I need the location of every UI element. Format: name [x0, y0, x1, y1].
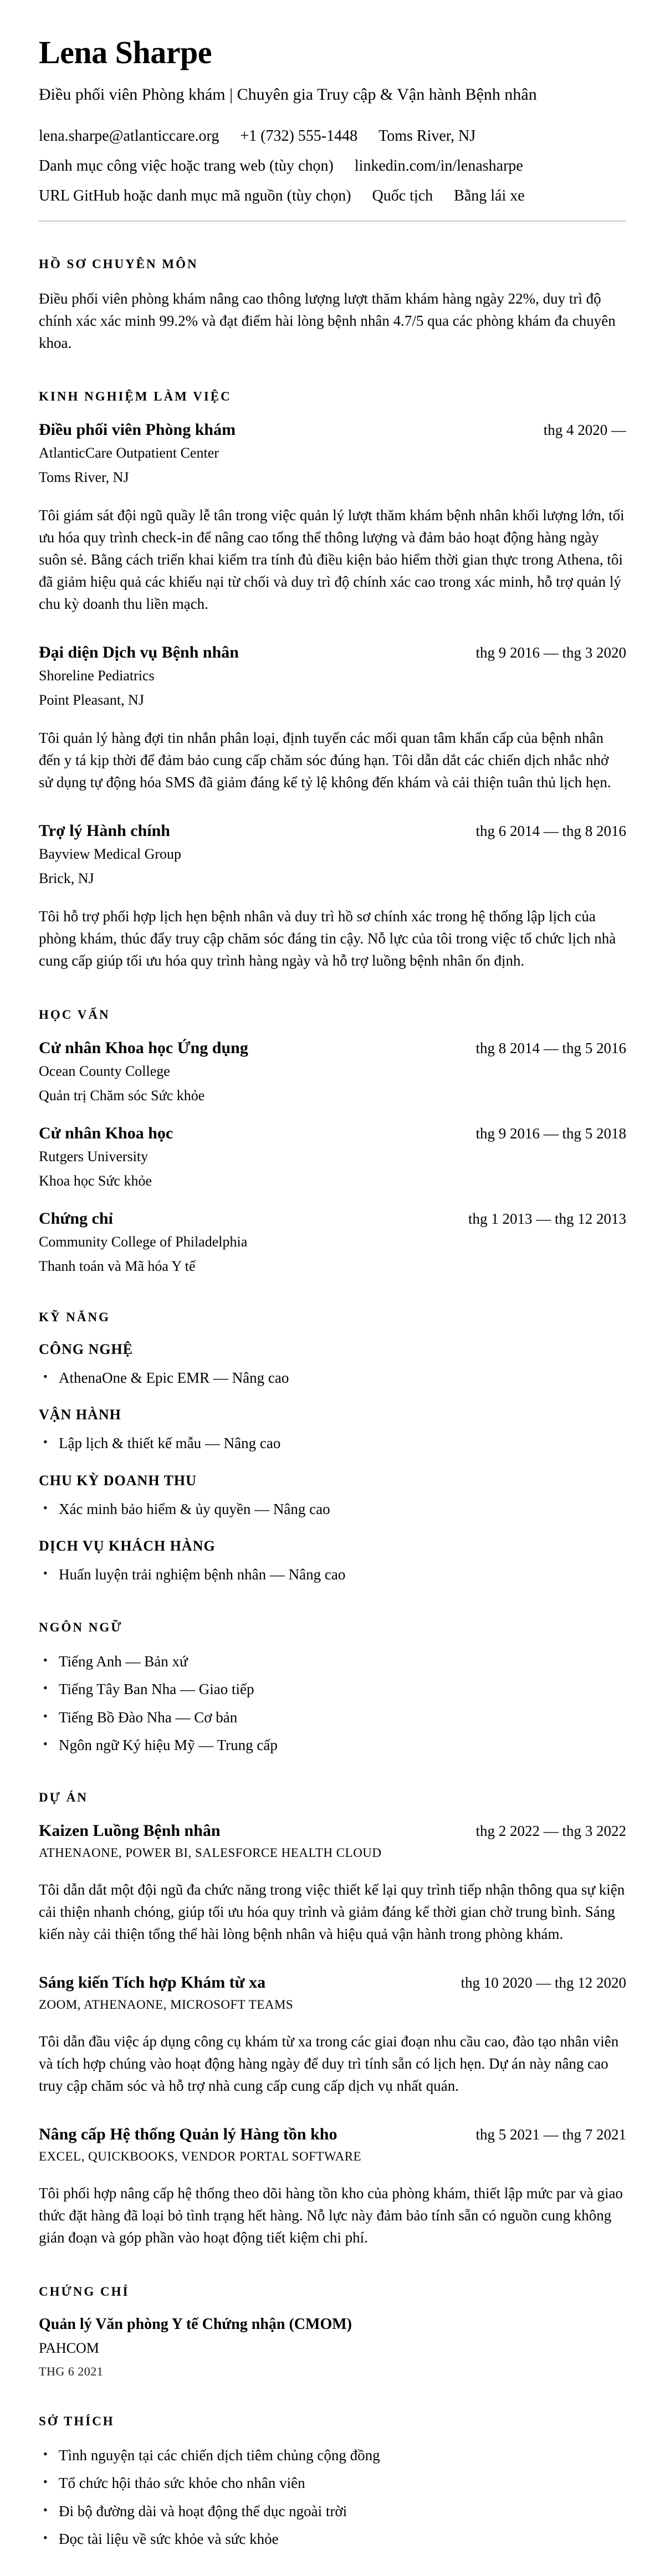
skill-category [39, 1538, 626, 1584]
job-entry [39, 420, 626, 615]
education-degree: Chứng chỉ [39, 1209, 113, 1228]
project-description: Tôi dẫn dắt một đội ngũ đa chức năng trong việc thiết kế lại quy trình tiếp nhận thông qua sự kiện cải thiện nhanh chóng, giúp tối ưu hóa quy trình và giảm đáng kể thời gian chờ trung bình. Sáng kiến này cải thiện tổng thể hài lòng bệnh nhân và hiệu quả vận hành trong phòng khám. [39, 1881, 625, 1943]
skill-category [39, 1341, 626, 1388]
contact-phone: +1 (732) 555-1448 [240, 127, 358, 145]
job-company: AtlanticCare Outpatient Center [39, 445, 219, 461]
project-description: Tôi phối hợp nâng cấp hệ thống theo dõi hàng tồn kho của phòng khám, thiết lập mức par và giao thức đặt hàng đã loại bỏ tình trạng hết hàng. Nỗ lực này đảm bảo tính sẵn có nguồn cung không gián đoạn và góp phần vào hoạt động tiết kiệm chi phí. [39, 2185, 623, 2246]
contact-email: lena.sharpe@atlanticcare.org [39, 127, 219, 145]
job-entry [39, 822, 626, 972]
profile-heading: HỒ SƠ CHUYÊN MÔN [39, 256, 198, 271]
education-dates: thg 9 2016 — thg 5 2018 [475, 1125, 626, 1142]
profile-summary: Điều phối viên phòng khám nâng cao thông lượng lượt thăm khám hàng ngày 22%, duy trì độ chính xác xác minh 99.2% và đạt điểm hài lòng bệnh nhân 4.7/5 qua các phòng khám đa chuyên khoa. [39, 290, 616, 351]
job-company: Shoreline Pediatrics [39, 668, 155, 684]
contact-row-3 [39, 187, 626, 205]
interest-item: • Tổ chức hội thảo sức khỏe cho nhân viên [39, 2473, 626, 2493]
education-school: Community College of Philadelphia [39, 1233, 248, 1250]
job-description: Tôi hỗ trợ phối hợp lịch hẹn bệnh nhân và duy trì hồ sơ chính xác trong hệ thống lập lịch của phòng khám, thúc đẩy truy cập chăm sóc đáng tin cậy. Nỗ lực của tôi trong việc tổ chức lịch nhà cung cấp giúp tối ưu hóa quy trình hàng ngày và hỗ trợ luồng bệnh nhân ổn định. [39, 908, 616, 969]
section-profile [39, 257, 626, 355]
contact-github-placeholder: URL GitHub hoặc danh mục mã nguồn (tùy chọn) [39, 187, 351, 204]
education-dates: thg 1 2013 — thg 12 2013 [468, 1210, 626, 1227]
interest-item: • Đọc tài liệu về sức khỏe và sức khỏe [39, 2529, 626, 2549]
header-divider [39, 220, 626, 222]
section-interests [39, 2414, 626, 2549]
job-title: Trợ lý Hành chính [39, 822, 170, 840]
interest-item: • Đi bộ đường dài và hoạt động thể dục ngoài trời [39, 2501, 626, 2521]
section-skills [39, 1310, 626, 1585]
job-dates: thg 4 2020 — [543, 422, 626, 439]
certification-issuer: PAHCOM [39, 2340, 99, 2357]
education-field: Khoa học Sức khỏe [39, 1172, 152, 1189]
section-certifications [39, 2285, 626, 2379]
languages-heading: NGÔN NGỮ [39, 1620, 123, 1634]
person-headline: Điều phối viên Phòng khám | Chuyên gia Truy cập & Vận hành Bệnh nhân [39, 85, 537, 104]
education-field: Thanh toán và Mã hóa Y tế [39, 1258, 196, 1274]
certifications-heading: CHỨNG CHỈ [39, 2285, 130, 2299]
job-description: Tôi quản lý hàng đợi tin nhắn phân loại, định tuyến các mối quan tâm khẩn cấp của bệnh nhân đến y tá kịp thời để đảm bảo cung cấp chăm sóc đúng hạn. Tôi dẫn dắt các chiến dịch nhắc nhở sử dụng tự động hóa SMS đã giảm đáng kể tỷ lệ không đến khám và cải thiện tuân thủ lịch hẹn. [39, 730, 611, 791]
language-item: • Tiếng Anh — Bản xứ [39, 1651, 626, 1671]
interests-heading: SỞ THÍCH [39, 2414, 115, 2429]
skills-heading: KỸ NĂNG [39, 1310, 110, 1324]
language-item: • Tiếng Bồ Đào Nha — Cơ bản [39, 1707, 626, 1727]
project-name: Nâng cấp Hệ thống Quản lý Hàng tồn kho [39, 2125, 337, 2144]
language-item: • Tiếng Tây Ban Nha — Giao tiếp [39, 1679, 626, 1699]
job-location: Brick, NJ [39, 870, 94, 887]
project-description: Tôi dẫn đầu việc áp dụng công cụ khám từ xa trong các giai đoạn nhu cầu cao, đào tạo nhân viên và tích hợp chúng vào hoạt động hàng ngày để duy trì tính sẵn có lịch hẹn. Dự án này nâng cao truy cập chăm sóc và hỗ trợ nhà cung cấp cung cấp dịch vụ nhất quán. [39, 2033, 619, 2095]
job-location: Point Pleasant, NJ [39, 692, 144, 709]
contact-linkedin: linkedin.com/in/lenasharpe [354, 157, 523, 175]
education-heading: HỌC VẤN [39, 1007, 110, 1022]
project-tools: ZOOM, ATHENAONE, MICROSOFT TEAMS [39, 1998, 294, 2012]
skill-category-name: CÔNG NGHỆ [39, 1341, 134, 1357]
job-dates: thg 9 2016 — thg 3 2020 [475, 644, 626, 661]
skill-category-name: CHU KỲ DOANH THU [39, 1472, 197, 1489]
contact-row-2 [39, 157, 626, 175]
project-dates: thg 5 2021 — thg 7 2021 [475, 2126, 626, 2143]
job-description: Tôi giám sát đội ngũ quầy lễ tân trong việc quản lý lượt thăm khám bệnh nhân khối lượng lớn, tối ưu hóa quy trình check-in để nâng cao tổng thể thông lượng và đảm bảo hoạt động hàng ngày suôn sẻ. Bằng cách triển khai kiểm tra tính đủ điều kiện bảo hiểm thời gian thực trong Athena, tôi đã giảm hiệu quả các khiếu nại từ chối và duy trì độ chính xác cao trong xác minh, hỗ trợ quản lý chu kỳ doanh thu liền mạch. [39, 507, 625, 613]
contact-nationality-placeholder: Quốc tịch [372, 187, 433, 204]
experience-heading: KINH NGHIỆM LÀM VIỆC [39, 389, 232, 404]
project-name: Sáng kiến Tích hợp Khám từ xa [39, 1973, 266, 1992]
contact-portfolio-placeholder: Danh mục công việc hoặc trang web (tùy chọn) [39, 157, 334, 175]
contact-location: Toms River, NJ [378, 127, 476, 145]
section-experience [39, 389, 626, 972]
job-title: Điều phối viên Phòng khám [39, 420, 236, 439]
section-projects [39, 1790, 626, 2249]
education-entry [39, 1209, 626, 1275]
skill-item: • Lập lịch & thiết kế mẫu — Nâng cao [39, 1433, 626, 1453]
section-languages [39, 1620, 626, 1756]
education-school: Ocean County College [39, 1063, 170, 1079]
skill-category [39, 1407, 626, 1453]
project-tools: ATHENAONE, POWER BI, SALESFORCE HEALTH CLOUD [39, 1846, 382, 1860]
resume-header [39, 35, 626, 222]
skill-category-name: DỊCH VỤ KHÁCH HÀNG [39, 1538, 216, 1554]
contact-row-1 [39, 127, 626, 145]
project-dates: thg 2 2022 — thg 3 2022 [475, 1823, 626, 1840]
job-location: Toms River, NJ [39, 469, 129, 486]
contact-license-placeholder: Bằng lái xe [454, 187, 525, 204]
project-entry [39, 1821, 626, 1946]
skill-item: • Xác minh bảo hiểm & ủy quyền — Nâng cao [39, 1499, 626, 1519]
certification-name: Quản lý Văn phòng Y tế Chứng nhận (CMOM) [39, 2316, 352, 2333]
education-entry [39, 1039, 626, 1104]
education-entry [39, 1124, 626, 1189]
interest-item: • Tình nguyện tại các chiến dịch tiêm chủng cộng đồng [39, 2445, 626, 2465]
project-entry [39, 1973, 626, 2097]
project-tools: EXCEL, QUICKBOOKS, VENDOR PORTAL SOFTWARE [39, 2149, 362, 2164]
certification-date: THG 6 2021 [39, 2364, 104, 2379]
skill-category [39, 1472, 626, 1519]
education-degree: Cử nhân Khoa học [39, 1123, 173, 1142]
education-degree: Cử nhân Khoa học Ứng dụng [39, 1038, 248, 1057]
language-item: • Ngôn ngữ Ký hiệu Mỹ — Trung cấp [39, 1735, 626, 1755]
person-name: Lena Sharpe [39, 34, 212, 70]
project-dates: thg 10 2020 — thg 12 2020 [461, 1974, 626, 1992]
projects-heading: DỰ ÁN [39, 1790, 88, 1805]
job-dates: thg 6 2014 — thg 8 2016 [475, 823, 626, 840]
education-dates: thg 8 2014 — thg 5 2016 [475, 1039, 626, 1056]
education-field: Quản trị Chăm sóc Sức khỏe [39, 1087, 205, 1104]
project-name: Kaizen Luồng Bệnh nhân [39, 1821, 221, 1840]
skill-item: • AthenaOne & Epic EMR — Nâng cao [39, 1368, 626, 1388]
job-company: Bayview Medical Group [39, 846, 182, 863]
project-entry [39, 2125, 626, 2249]
education-school: Rutgers University [39, 1148, 149, 1164]
skill-category-name: VẬN HÀNH [39, 1407, 121, 1423]
job-title: Đại diện Dịch vụ Bệnh nhân [39, 643, 239, 662]
section-education [39, 1008, 626, 1275]
job-entry [39, 643, 626, 794]
skill-item: • Huấn luyện trải nghiệm bệnh nhân — Nâng cao [39, 1564, 626, 1584]
certification-entry [39, 2316, 626, 2379]
